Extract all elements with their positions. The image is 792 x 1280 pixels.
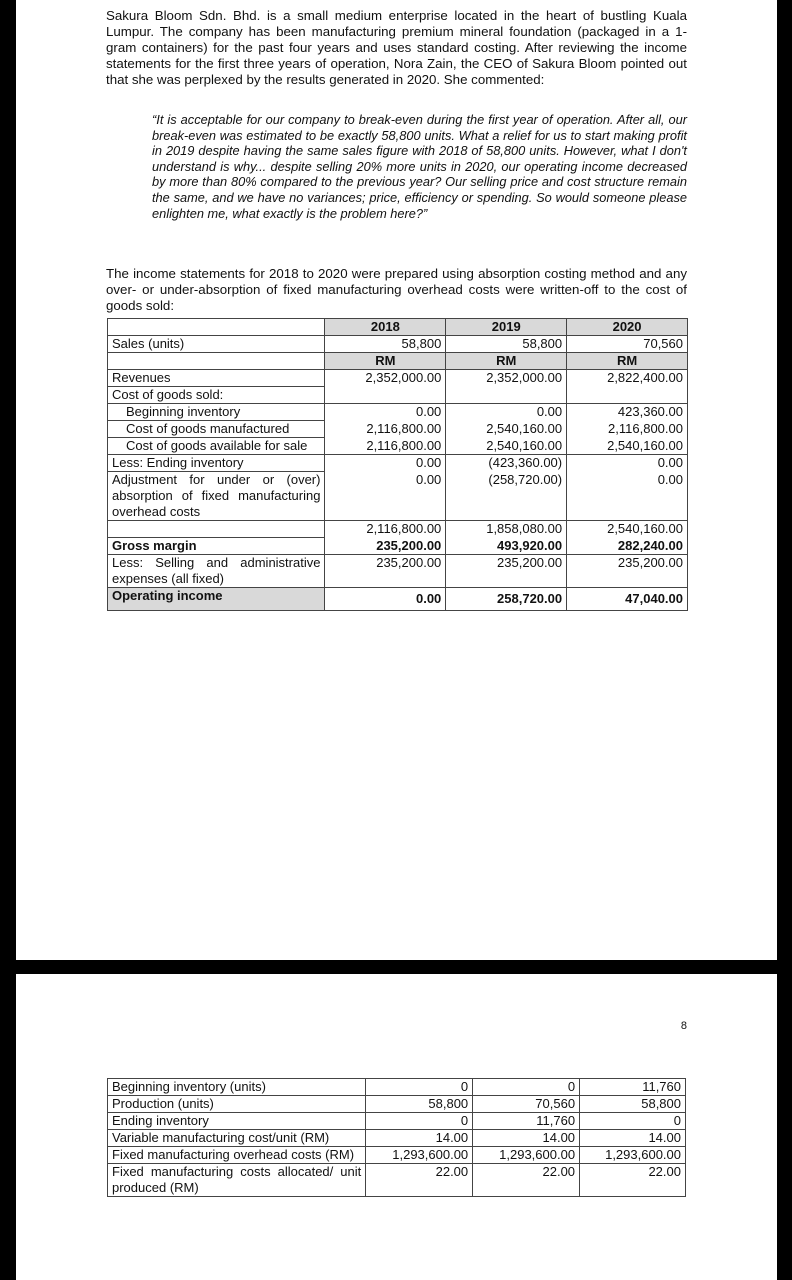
row-label: Beginning inventory [108, 404, 325, 421]
row-label: Cost of goods available for sale [108, 438, 325, 455]
revenues-row: Revenues 2,352,000.00 2,352,000.00 2,822,400.00 [108, 370, 688, 387]
beginning-inventory-row: Beginning inventory 0.00 0.00 423,360.00 [108, 404, 688, 421]
year-2019: 2019 [446, 319, 567, 336]
operating-income-row: Operating income 0.00 258,720.00 47,040.00 [108, 588, 688, 611]
row-label: Revenues [108, 370, 325, 387]
document-page-2 [16, 974, 777, 1280]
adjustment-row: Adjustment for under or (over) absorption of fixed manufacturing overhead costs 0.00 (258,720.00) 0.00 [108, 472, 688, 521]
cogs-header-row [108, 387, 688, 404]
row-label: Adjustment for under or (over) absorption of fixed manufacturing overhead costs [108, 472, 325, 521]
table-row: Fixed manufacturing overhead costs (RM) 1,293,600.00 1,293,600.00 1,293,600.00 [108, 1147, 686, 1164]
year-2018: 2018 [325, 319, 446, 336]
year-header-row [108, 319, 688, 336]
table-row: Fixed manufacturing costs allocated/ unit produced (RM) 22.00 22.00 22.00 [108, 1164, 686, 1197]
row-label: Cost of goods sold: [108, 387, 325, 404]
table-row: Production (units) 58,800 70,560 58,800 [108, 1096, 686, 1113]
row-label: Gross margin [108, 538, 325, 555]
row-label: Sales (units) [108, 336, 325, 353]
sga-row: Less: Selling and administrative expenses (all fixed) 235,200.00 235,200.00 235,200.00 [108, 555, 688, 588]
row-label: Operating income [108, 588, 325, 611]
currency-row: RM RM RM [108, 353, 688, 370]
ceo-quote: “It is acceptable for our company to break-even during the first year of operation. After all, our break-even was estimated to be exactly 58,800 units. What a relief for us to start making profit in 2019 despite having the same sales figure with 2018 of 58,800 units. However, what I don't understand is why... despite selling 20% more units in 2020, our operating income decreased by more than 80% compared to the previous year? Our selling price and cost structure remain the same, and we have no variances; price, efficiency or spending. So would someone please enlighten me, what exactly is the problem here?” [152, 112, 687, 221]
row-label: Less: Selling and administrative expenses (all fixed) [108, 555, 325, 588]
row-label: Less: Ending inventory [108, 455, 325, 472]
cogm-row: Cost of goods manufactured 2,116,800.00 2,540,160.00 2,116,800.00 [108, 421, 688, 438]
table-row: Ending inventory 0 11,760 0 [108, 1113, 686, 1130]
cogas-row: Cost of goods available for sale 2,116,800.00 2,540,160.00 2,540,160.00 [108, 438, 688, 455]
page-number: 8 [680, 1020, 687, 1032]
row-label: Cost of goods manufactured [108, 421, 325, 438]
table-row: Variable manufacturing cost/unit (RM) 14.00 14.00 14.00 [108, 1130, 686, 1147]
gross-margin-row: Gross margin 235,200.00 493,920.00 282,240.00 [108, 538, 688, 555]
document-page-1 [16, 0, 777, 960]
production-data-table [107, 1078, 686, 1197]
intro-paragraph: Sakura Bloom Sdn. Bhd. is a small medium enterprise located in the heart of bustling Kuala Lumpur. The company has been manufacturing premium mineral foundation (packaged in a 1-gram containers) for the past four years and uses standard costing. After reviewing the income statements for the first three years of operation, Nora Zain, the CEO of Sakura Bloom pointed out that she was perplexed by the results generated in 2020. She commented: [106, 8, 687, 87]
year-2020: 2020 [567, 319, 688, 336]
sales-units-row: Sales (units) 58,800 58,800 70,560 [108, 336, 688, 353]
income-statement-intro: The income statements for 2018 to 2020 were prepared using absorption costing method and any over- or under-absorption of fixed manufacturing overhead costs were written-off to the cost of goods sold: [106, 266, 687, 313]
cogs-total-row: 2,116,800.00 1,858,080.00 2,540,160.00 [108, 521, 688, 538]
ending-inventory-row: Less: Ending inventory 0.00 (423,360.00) 0.00 [108, 455, 688, 472]
table-row: Beginning inventory (units) 0 0 11,760 [108, 1079, 686, 1096]
income-statement-table [107, 318, 688, 611]
